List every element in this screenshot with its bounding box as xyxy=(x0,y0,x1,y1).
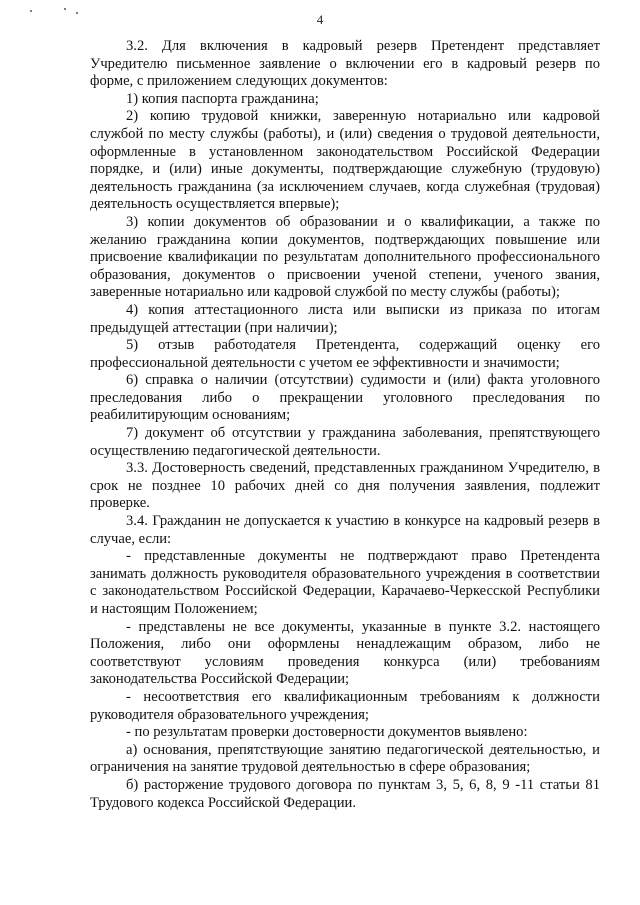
list-item-6: 6) справка о наличии (отсутствии) судимости и (или) факта уголовного преследования либо о прекращении уголовного преследования по реабилитирующим основаниям; xyxy=(90,372,600,424)
sub-item-a: а) основания, препятствующие занятию педагогической деятельностью, и ограничения на занятие трудовой деятельностью в сфере образования; xyxy=(90,741,600,776)
document-body xyxy=(90,38,600,812)
paragraph-3-3: 3.3. Достоверность сведений, представленных гражданином Учредителю, в срок не позднее 10 рабочих дней со дня получения заявления, подлежит проверке. xyxy=(90,460,600,512)
list-item-3: 3) копии документов об образовании и о квалификации, а также по желанию гражданина копии документов, подтверждающих повышение или присвоение квалификации по результатам дополнительного профессионального образования, документов о присвоении ученой степени, ученого звания, заверенные нотариально или кадровой службой по месту службы (работы); xyxy=(90,213,600,301)
dash-item-2: - представлены не все документы, указанные в пункте 3.2. настоящего Положения, либо они оформлены ненадлежащим образом, либо не соответствуют условиям проведения конкурса (или) требованиям законодательства Российской Федерации; xyxy=(90,618,600,688)
list-item-4: 4) копия аттестационного листа или выписки из приказа по итогам предыдущей аттестации (при наличии); xyxy=(90,301,600,336)
dash-item-4: - по результатам проверки достоверности документов выявлено: xyxy=(126,724,528,741)
sub-item-b: б) расторжение трудового договора по пунктам 3, 5, 6, 8, 9 -11 статьи 81 Трудового кодекса Российской Федерации. xyxy=(90,776,600,811)
scan-speck xyxy=(64,8,66,10)
list-item-5: 5) отзыв работодателя Претендента, содержащий оценку его профессиональной деятельности с учетом ее эффективности и значимости; xyxy=(90,337,600,371)
list-item-1: 1) копия паспорта гражданина; xyxy=(126,90,319,107)
dash-item-3: - несоответствия его квалификационным требованиям к должности руководителя образовательного учреждения; xyxy=(90,688,600,723)
page-number: 4 xyxy=(316,12,324,27)
dash-item-1: - представленные документы не подтверждают право Претендента занимать должность руководителя образовательного учреждения в соответствии с законодательством Российской Федерации, Карачаево-Черкесской Республики и настоящим Положением; xyxy=(90,548,600,617)
paragraph-3-2: 3.2. Для включения в кадровый резерв Претендент представляет Учредителю письменное заявление о включении его в кадровый резерв по форме, с приложением следующих документов: xyxy=(90,38,600,90)
list-item-7: 7) документ об отсутствии у гражданина заболевания, препятствующего осуществлению педагогической деятельности. xyxy=(90,425,600,459)
paragraph-3-4: 3.4. Гражданин не допускается к участию в конкурсе на кадровый резерв в случае, если: xyxy=(90,513,600,547)
list-item-2: 2) копию трудовой книжки, заверенную нотариально или кадровой службой по месту службы (работы), и (или) сведения о трудовой деятельности, оформленные в установленном законодательством Российской Федерации порядке, и (или) иные документы, подтверждающие служебную (трудовую) деятельность гражданина (за исключением случаев, когда служебная (трудовая) деятельность осуществляется впервые); xyxy=(90,108,600,213)
